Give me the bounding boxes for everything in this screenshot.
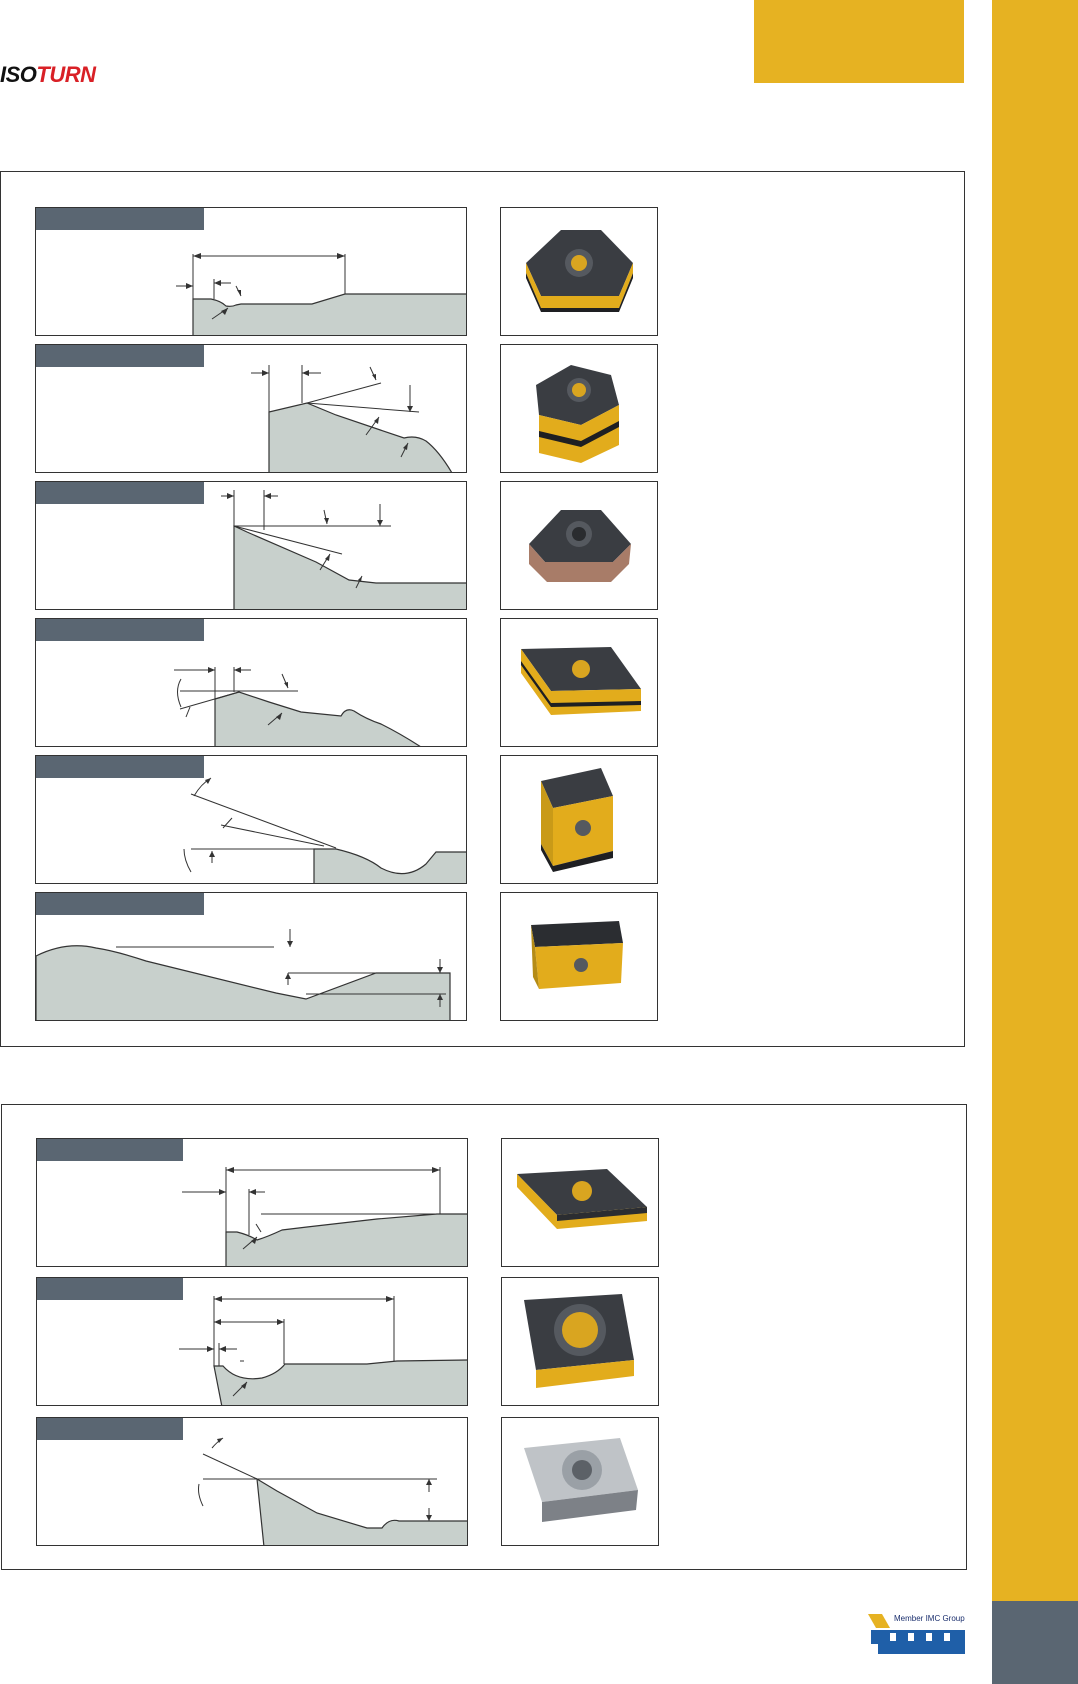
chipformer-profile-7 bbox=[36, 1138, 468, 1267]
chipformer-profile-5 bbox=[35, 755, 467, 884]
insert-image bbox=[501, 756, 657, 883]
insert-photo-9 bbox=[501, 1417, 659, 1546]
insert-photo-2 bbox=[500, 344, 658, 473]
insert-photo-5 bbox=[500, 755, 658, 884]
insert-image bbox=[501, 208, 657, 335]
chipformer-profile-6 bbox=[35, 892, 467, 1021]
insert-photo-4 bbox=[500, 618, 658, 747]
profile-drawing bbox=[36, 619, 467, 747]
insert-image bbox=[501, 482, 657, 609]
side-page-tab bbox=[992, 1601, 1078, 1684]
member-imc-text: Member IMC Group bbox=[894, 1614, 965, 1623]
profile-drawing bbox=[36, 208, 467, 336]
insert-image bbox=[502, 1418, 658, 1545]
chipformer-profile-4 bbox=[35, 618, 467, 747]
insert-photo-3 bbox=[500, 481, 658, 610]
insert-image bbox=[501, 345, 657, 472]
insert-photo-6 bbox=[500, 892, 658, 1021]
chipformer-profile-9 bbox=[36, 1417, 468, 1546]
insert-image bbox=[502, 1139, 658, 1266]
insert-photo-1 bbox=[500, 207, 658, 336]
profile-drawing bbox=[36, 893, 467, 1021]
insert-image bbox=[502, 1278, 658, 1405]
iscar-wordmark bbox=[868, 1614, 968, 1662]
profile-drawing bbox=[36, 482, 467, 610]
chipformer-profile-8 bbox=[36, 1277, 468, 1406]
profile-drawing bbox=[37, 1139, 468, 1267]
profile-drawing bbox=[37, 1278, 468, 1406]
top-accent-tab bbox=[754, 0, 964, 83]
insert-image bbox=[501, 893, 657, 1020]
profile-drawing bbox=[36, 345, 467, 473]
insert-image bbox=[501, 619, 657, 746]
profile-drawing bbox=[36, 756, 467, 884]
insert-photo-8 bbox=[501, 1277, 659, 1406]
side-accent-bar bbox=[992, 0, 1078, 1601]
chipformer-profile-3 bbox=[35, 481, 467, 610]
chipformer-profile-2 bbox=[35, 344, 467, 473]
chipformer-profile-1 bbox=[35, 207, 467, 336]
profile-drawing bbox=[37, 1418, 468, 1546]
insert-photo-7 bbox=[501, 1138, 659, 1267]
isoturn-logo: ISOTURN bbox=[0, 62, 96, 87]
iscar-logo bbox=[868, 1614, 968, 1662]
